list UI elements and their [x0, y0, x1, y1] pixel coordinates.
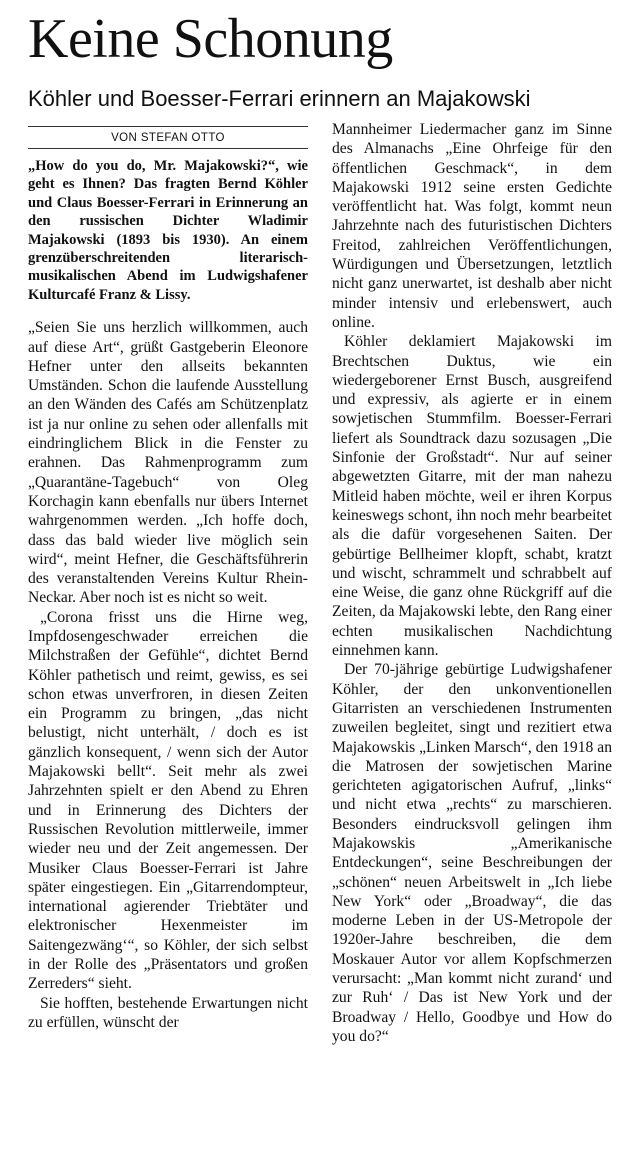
body-paragraph: Sie hofften, bestehende Erwartungen nicht zu erfüllen, wünscht der: [28, 994, 308, 1031]
article-column-left: [28, 126, 308, 1032]
article-headline: Keine Schonung: [28, 8, 393, 70]
body-paragraph: Köhler deklamiert Majakowski im Brechtschen Duktus, wie ein wiedergeborener Ernst Busch, ausgreifend und expressiv, als agierte er in einem sowjetischen Stummfilm. Boesser-Ferrari liefert als Soundtrack dazu sozusagen „Die Sinfonie der Großstadt“. Nur auf seiner abgewetzten Gitarre, mit der man nahezu Mitleid haben möchte, weil er ihren Korpus keineswegs schont, ihn noch mehr bearbeitet als die dafür vorgesehenen Saiten. Der gebürtige Bellheimer klopft, schabt, kratzt und wischt, schrammelt und schrabbelt auf eine Weise, die ganz ohne Rückgriff auf die Zeiten, da Majakowski lebte, den Rang einer echten musikalischen Nachdichtung einnehmen kann.: [332, 333, 612, 660]
article-column-right: [332, 120, 612, 1046]
body-paragraph: Der 70-jährige gebürtige Ludwigshafener Köhler, der den unkonventionellen Gitarristen an verschiedenen Instrumenten zuweilen begleitet, singt und rezitiert etwa Majakowskis „Linken Marsch“, den 1918 an die Matrosen der sowjetischen Marine gerichteten agigatorischen Aufruf, „links“ und nicht etwa „rechts“ zu marschieren. Besonders eindrucksvoll gelingen ihm Majakowskis „Amerikanische Entdeckungen“, seine Beschreibungen der „schönen“ neuen Arbeitswelt in „Ich liebe New York“ oder „Broadway“, die das moderne Leben in der US-Metropole der 1920er-Jahre beschreiben, die dem Moskauer Autor vor allem Kopfschmerzen verursacht: „Man kommt nicht zurand‘ und zur Ruh‘ / Das ist New York und der Broadway / Hello, Goodbye und How do you do?“: [332, 661, 612, 1045]
body-paragraph: „Seien Sie uns herzlich willkommen, auch auf diese Art“, grüßt Gastgeberin Eleonore Hefner unter den allseits bekannten Umständen. Schon die laufende Ausstellung an den Wänden des Cafés am Schützenplatz ist ja nur online zu sehen oder allenfalls mit eindringlichem Blick in die Fenster zu erahnen. Das Rahmenprogramm zum „Quarantäne-Tagebuch“ von Oleg Korchagin kann ebenfalls nur übers Internet wahrgenommen werden. „Ich hoffe doch, dass das bald wieder live möglich sein wird“, meint Hefner, die Geschäftsführerin des veranstaltenden Vereins Kultur Rhein-Neckar. Aber noch ist es nicht so weit.: [28, 319, 308, 607]
body-paragraph: „Corona frisst uns die Hirne weg, Impfdosengeschwader erreichen die Milchstraßen der Gefühle“, dichtet Bernd Köhler pathetisch und reimt, gewiss, es sei schon etwas unverfroren, in diesen Zeiten ein Programm zu bringen, „das nicht belustigt, nicht unterhält, / doch es ist gänzlich konsequent, / wenn sich der Autor Majakowski bellt“. Seit mehr als zwei Jahrzehnten spielt er den Abend zu Ehren und in Erinnerung des Dichters der Russischen Revolution mittlerweile, immer wieder neu und der Zeit angemessen. Der Musiker Claus Boesser-Ferrari ist Jahre später eingestiegen. Ein „Gitarrendompteur, international agierender Triebtäter und elektronischer Hexenmeister im Saitengezwäng‘“, so Köhler, der sich selbst in der Rolle des „Präsentators und großen Zerreders“ sieht.: [28, 608, 308, 993]
article-lead: „How do you do, Mr. Majakowski?“, wie geht es Ihnen? Das fragten Bernd Köhler und Claus Boesser-Ferrari in Erinnerung an den russischen Dichter Wladimir Majakowski (1893 bis 1930). An einem grenzüberschreitenden literarisch-musikalischen Abend im Ludwigshafener Kulturcafé Franz & Lissy.: [28, 158, 308, 303]
article-subheadline: Köhler und Boesser-Ferrari erinnern an Majakowski: [28, 86, 531, 111]
article-byline: VON STEFAN OTTO: [28, 126, 308, 149]
body-paragraph: Mannheimer Liedermacher ganz im Sinne des Almanachs „Eine Ohrfeige für den öffentlichen Geschmack“, in dem Majakowski 1912 seine ersten Gedichte veröffentlicht hat. Was folgt, kommt neun Jahrzehnte nach des futuristischen Dichters Freitod, zahlreichen Veröffentlichungen, Würdigungen und Übersetzungen, letztlich nicht ganz unerwartet, ist deshalb aber nicht minder intensiv und erlebenswert, auch online.: [332, 121, 612, 331]
